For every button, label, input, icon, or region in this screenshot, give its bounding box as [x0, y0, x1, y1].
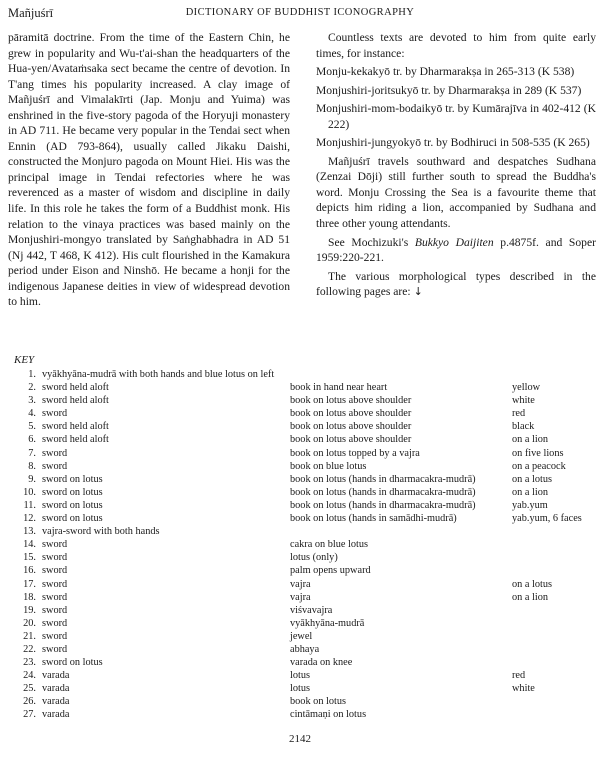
- key-attribute: red: [512, 408, 526, 420]
- key-right-hand: palm opens upward: [290, 565, 371, 577]
- key-number: 12.: [23, 513, 36, 525]
- text-reference: Monju-kekakyō tr. by Dharmarakṣa in 265-313 (K 538): [316, 65, 575, 79]
- key-number: 18.: [23, 591, 36, 603]
- key-row: [0, 460, 600, 473]
- key-number: 15.: [23, 552, 36, 564]
- key-row: [0, 708, 600, 721]
- key-number: 22.: [23, 643, 36, 655]
- key-left-hand: sword on lotus: [42, 486, 103, 498]
- key-left-hand: sword on lotus: [42, 473, 103, 485]
- key-left-hand: sword: [42, 408, 68, 420]
- see-suffix: p.4875f. and Soper 1959:220-221.: [316, 235, 596, 265]
- key-right-hand: vajra: [290, 578, 311, 590]
- key-left-hand: vajra-sword with both hands: [42, 526, 160, 538]
- key-number: 27.: [23, 709, 36, 721]
- key-number: 24.: [23, 670, 36, 682]
- key-row: [0, 564, 600, 577]
- right-column: [316, 30, 596, 300]
- key-number: 20.: [23, 617, 36, 629]
- key-number: 19.: [23, 604, 36, 616]
- key-attribute: on a lion: [512, 434, 549, 446]
- key-attribute: red: [512, 670, 526, 682]
- types-paragraph: [316, 269, 596, 300]
- key-row: [0, 447, 600, 460]
- key-right-hand: book in hand near heart: [290, 382, 388, 394]
- key-row: [0, 525, 600, 538]
- down-arrow-icon: ↓: [413, 285, 423, 299]
- key-left-hand: varada: [42, 670, 70, 682]
- see-prefix: See Mochizuki's: [328, 235, 415, 249]
- key-number: 10.: [23, 486, 36, 498]
- key-row: [0, 695, 600, 708]
- key-attribute: black: [512, 421, 535, 433]
- key-number: 16.: [23, 565, 36, 577]
- key-right-hand: book on lotus (hands in dharmacakra-mudrā): [290, 473, 476, 485]
- key-row: [0, 630, 600, 643]
- key-right-hand: book on lotus (hands in samādhi-mudrā): [290, 513, 457, 525]
- running-head-entry: Mañjuśrī: [8, 6, 54, 20]
- key-row: [0, 682, 600, 695]
- types-text: The various morphological types described in the following pages are:: [316, 269, 596, 299]
- key-row: [0, 433, 600, 446]
- key-number: 8.: [28, 460, 36, 472]
- key-row: [0, 420, 600, 433]
- key-right-hand: lotus: [290, 683, 311, 695]
- page-number: 2142: [289, 733, 311, 745]
- key-attribute: yab.yum: [512, 499, 548, 511]
- left-column-paragraph: pāramitā doctrine. From the time of the Eastern Chin, he grew in popularity and Wu-t'ai-shan the headquarters of the Hua-yen/Avataṁsaka sect became the centre of devotion. In T'ang times his popularity increased. A clay image of Mañjuśrī and Vimalakīrti (Jap. Monju and Yuima) was enshrined in the five-story pagoda of the Horyuji monastery in AD 711. He became very popular in the Tendai sect when Ennin (AD 793-864), usually called Jikaku Daishi, constructed the Monjuro pagoda on Mount Hiei. His was the principal image in Tendai refectories where he was reverenced as a master of wisdom and discipline in daily life. In this role he takes the form of a Buddhist monk. His relation to the vinaya practices was based mainly on the Monjushiri-mongyo translated by Saṅghabhadra in AD 51 (Nj 442, T 468, K 412). His cult flourished in the Kamakura period under Eison and Ninshō. He became a honji for the indigenous Japanese deities in view of widespread devotion to him.: [8, 31, 290, 309]
- key-left-hand: varada: [42, 683, 70, 695]
- left-column: [8, 30, 290, 310]
- key-attribute: on five lions: [512, 447, 564, 459]
- key-right-hand: jewel: [290, 630, 313, 642]
- key-attribute: on a lion: [512, 486, 549, 498]
- key-right-hand: varada on knee: [290, 657, 353, 669]
- key-number: 13.: [23, 526, 36, 538]
- key-right-hand: lotus (only): [290, 552, 338, 564]
- key-row: [0, 551, 600, 564]
- key-left-hand: sword held aloft: [42, 434, 109, 446]
- key-row: [0, 578, 600, 591]
- key-left-hand: sword on lotus: [42, 513, 103, 525]
- key-attribute: white: [512, 395, 535, 407]
- key-number: 3.: [28, 395, 36, 407]
- key-right-hand: cakra on blue lotus: [290, 539, 369, 551]
- key-attribute: on a lotus: [512, 578, 553, 590]
- key-row: [0, 591, 600, 604]
- key-right-hand: book on lotus above shoulder: [290, 421, 412, 433]
- key-left-hand: sword: [42, 643, 68, 655]
- texts-intro: Countless texts are devoted to him from quite early times, for instance:: [316, 31, 596, 60]
- key-left-hand: sword on lotus: [42, 657, 103, 669]
- key-left-hand: vyākhyāna-mudrā with both hands and blue lotus on left: [42, 369, 275, 380]
- key-left-hand: sword: [42, 565, 68, 577]
- key-left-hand: varada: [42, 696, 70, 708]
- key-number: 1.: [28, 369, 36, 380]
- key-attribute: yellow: [512, 382, 541, 394]
- key-number: 7.: [28, 447, 36, 459]
- key-row: [0, 512, 600, 525]
- key-left-hand: sword: [42, 617, 68, 629]
- key-row: [0, 381, 600, 394]
- key-left-hand: sword: [42, 539, 68, 551]
- key-right-hand: book on lotus: [290, 696, 347, 708]
- key-number: 9.: [28, 473, 36, 485]
- key-right-hand: vyākhyāna-mudrā: [290, 617, 365, 629]
- key-number: 2.: [28, 382, 36, 394]
- book-title: Bukkyo Daijiten: [414, 235, 494, 249]
- key-number: 11.: [23, 499, 36, 511]
- key-number: 6.: [28, 434, 36, 446]
- key-row: [0, 394, 600, 407]
- key-right-hand: lotus: [290, 670, 311, 682]
- key-attribute: on a lotus: [512, 473, 553, 485]
- key-left-hand: sword: [42, 591, 68, 603]
- key-row: [0, 486, 600, 499]
- running-head-title: DICTIONARY OF BUDDHIST ICONOGRAPHY: [185, 7, 415, 18]
- key-left-hand: sword: [42, 630, 68, 642]
- key-right-hand: book on lotus above shoulder: [290, 408, 412, 420]
- key-number: 5.: [28, 421, 36, 433]
- key-left-hand: sword on lotus: [42, 499, 103, 511]
- key-row: [0, 617, 600, 630]
- key-right-hand: viśvavajra: [290, 604, 333, 616]
- key-left-hand: sword: [42, 447, 68, 459]
- key-right-hand: vajra: [290, 591, 311, 603]
- key-list: [0, 368, 600, 722]
- key-row: [0, 538, 600, 551]
- key-number: 26.: [23, 696, 36, 708]
- page-header: [8, 6, 592, 22]
- key-number: 17.: [23, 578, 36, 590]
- key-right-hand: book on lotus (hands in dharmacakra-mudrā): [290, 486, 476, 498]
- key-left-hand: sword: [42, 460, 68, 472]
- text-reference: Monjushiri-joritsukyō tr. by Dharmarakṣa in 289 (K 537): [316, 83, 582, 97]
- key-right-hand: book on lotus topped by a vajra: [290, 447, 420, 459]
- key-right-hand: book on lotus above shoulder: [290, 434, 412, 446]
- key-row: [0, 669, 600, 682]
- key-heading: KEY: [14, 354, 35, 366]
- key-attribute: yab.yum, 6 faces: [512, 513, 582, 525]
- key-right-hand: cintāmaṇi on lotus: [290, 709, 367, 721]
- key-row: [0, 656, 600, 669]
- key-left-hand: sword: [42, 552, 68, 564]
- key-row: [0, 368, 600, 381]
- key-row: [0, 407, 600, 420]
- travels-paragraph: Mañjuśrī travels southward and despatches Sudhana (Zenzai Dōji) still further south to spread the Buddha's word. Monju Crossing the Sea is a favourite theme that depicts him riding a lion, accompanied by Sudhana and three other young attendants.: [316, 154, 596, 231]
- key-left-hand: sword held aloft: [42, 395, 109, 407]
- key-row: [0, 643, 600, 656]
- key-row: [0, 473, 600, 486]
- key-row: [0, 604, 600, 617]
- key-attribute: white: [512, 683, 535, 695]
- key-number: 21.: [23, 630, 36, 642]
- key-right-hand: book on lotus (hands in dharmacakra-mudrā): [290, 499, 476, 511]
- key-left-hand: sword held aloft: [42, 421, 109, 433]
- see-also-paragraph: [316, 235, 596, 266]
- key-number: 25.: [23, 683, 36, 695]
- key-left-hand: sword held aloft: [42, 382, 109, 394]
- key-right-hand: book on lotus above shoulder: [290, 395, 412, 407]
- key-number: 4.: [28, 408, 36, 420]
- key-left-hand: varada: [42, 709, 70, 721]
- key-row: [0, 499, 600, 512]
- key-number: 14.: [23, 539, 36, 551]
- key-left-hand: sword: [42, 604, 68, 616]
- key-attribute: on a peacock: [512, 460, 566, 472]
- key-right-hand: abhaya: [290, 643, 320, 655]
- key-left-hand: sword: [42, 578, 68, 590]
- text-reference: Monjushiri-jungyokyō tr. by Bodhiruci in 508-535 (K 265): [316, 136, 590, 150]
- key-attribute: on a lion: [512, 591, 549, 603]
- text-reference: Monjushiri-mom-bodaikyō tr. by Kumārajīva in 402-412 (K 222): [316, 102, 596, 131]
- key-number: 23.: [23, 657, 36, 669]
- key-right-hand: book on blue lotus: [290, 460, 367, 472]
